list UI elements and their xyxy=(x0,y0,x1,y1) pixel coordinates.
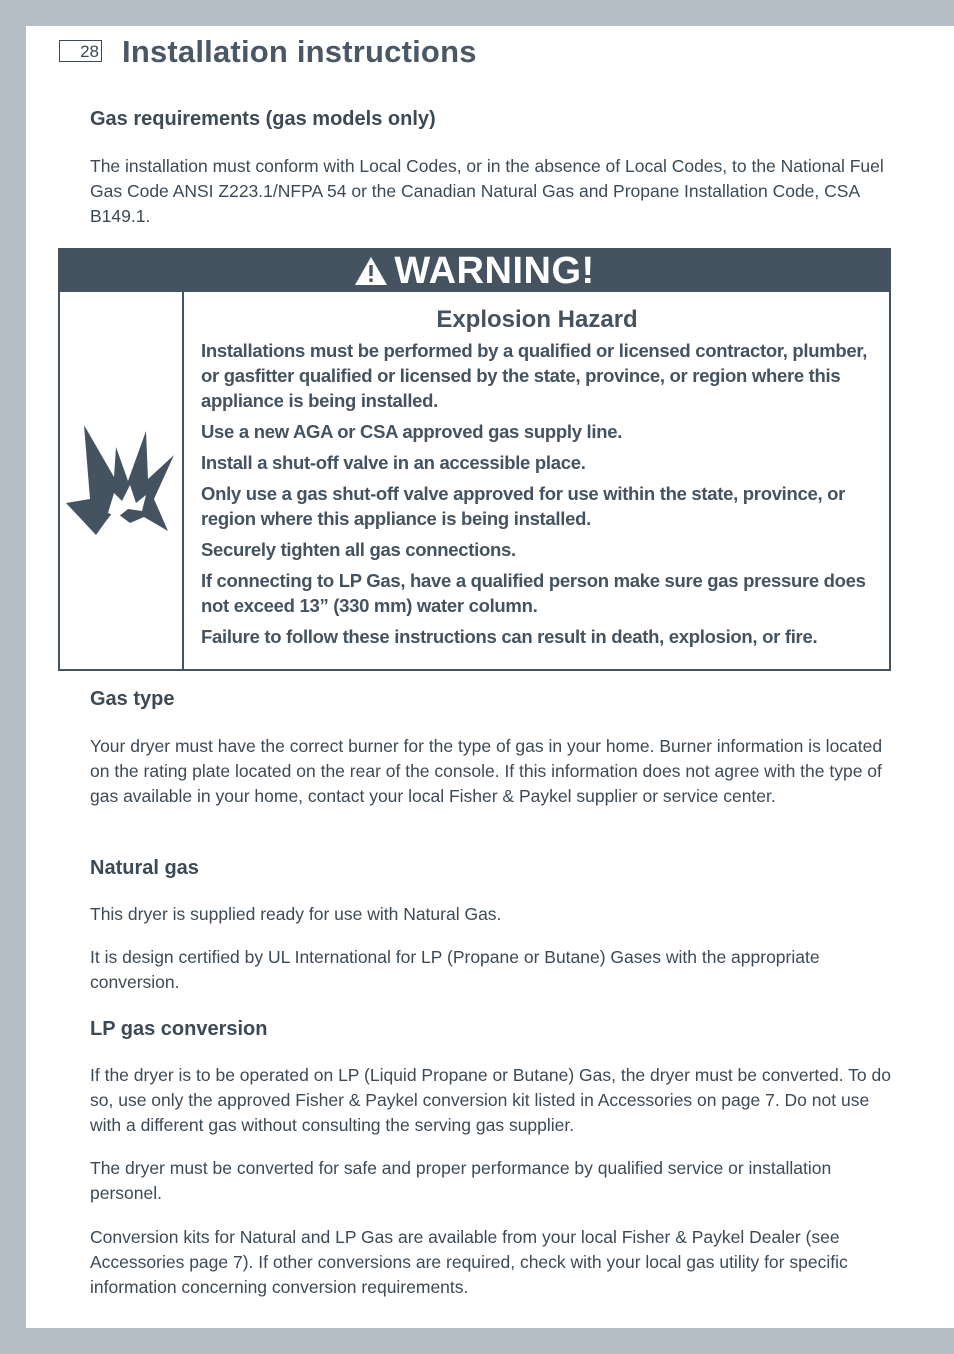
heading-lp-gas-conversion: LP gas conversion xyxy=(90,1018,268,1040)
warning-item: Install a shut-off valve in an accessible place. xyxy=(201,452,586,473)
explosion-icon xyxy=(66,425,176,537)
warning-item: If connecting to LP Gas, have a qualified person make sure gas pressure does not exceed 13” (330 mm) water column. xyxy=(201,570,866,616)
warning-content xyxy=(201,292,873,655)
warning-title: WARNING! xyxy=(394,250,595,292)
paragraph-lp-2: The dryer must be converted for safe and proper performance by qualified service or installation personel. xyxy=(90,1158,832,1203)
document-page xyxy=(26,26,954,1328)
page-number: 28 xyxy=(59,40,102,62)
warning-item: Securely tighten all gas connections. xyxy=(201,539,516,560)
warning-icon-cell xyxy=(60,292,184,669)
paragraph-natural-gas-2: It is design certified by UL International for LP (Propane or Butane) Gases with the appropriate conversion. xyxy=(90,947,820,992)
warning-item: Failure to follow these instructions can result in death, explosion, or fire. xyxy=(201,626,818,647)
warning-header xyxy=(60,250,889,292)
heading-natural-gas: Natural gas xyxy=(90,857,199,879)
warning-item: Use a new AGA or CSA approved gas supply line. xyxy=(201,421,623,442)
paragraph-lp-3: Conversion kits for Natural and LP Gas are available from your local Fisher & Paykel Dealer (see Accessories page 7). If other conversions are required, check with your local gas utility for specific information concerning conversion requirements. xyxy=(90,1227,848,1297)
paragraph-gas-type: Your dryer must have the correct burner for the type of gas in your home. Burner information is located on the rating plate located on the rear of the console. If this information does not agree with the type of gas available in your home, contact your local Fisher & Paykel supplier or service center. xyxy=(90,736,883,806)
warning-item: Only use a gas shut-off valve approved for use within the state, province, or region where this appliance is being installed. xyxy=(201,483,846,529)
paragraph-lp-1: If the dryer is to be operated on LP (Liquid Propane or Butane) Gas, the dryer must be converted. To do so, use only the approved Fisher & Paykel conversion kit listed in Accessories on page 7. Do not use with a different gas without consulting the serving gas supplier. xyxy=(90,1065,891,1135)
page-title: Installation instructions xyxy=(122,34,477,69)
hazard-title: Explosion Hazard xyxy=(436,306,638,333)
paragraph-natural-gas-1: This dryer is supplied ready for use with Natural Gas. xyxy=(90,904,502,924)
warning-triangle-icon xyxy=(354,256,388,286)
heading-gas-type: Gas type xyxy=(90,688,175,710)
paragraph-gas-requirements: The installation must conform with Local Codes, or in the absence of Local Codes, to the National Fuel Gas Code ANSI Z223.1/NFPA 54 or the Canadian Natural Gas and Propane Installation Code, CSA B149.1. xyxy=(90,156,884,226)
heading-gas-requirements: Gas requirements (gas models only) xyxy=(90,108,436,130)
warning-box xyxy=(58,248,891,671)
warning-item: Installations must be performed by a qualified or licensed contractor, plumber, or gasfitter qualified or licensed by the state, province, or region where this appliance is being installed. xyxy=(201,340,868,411)
